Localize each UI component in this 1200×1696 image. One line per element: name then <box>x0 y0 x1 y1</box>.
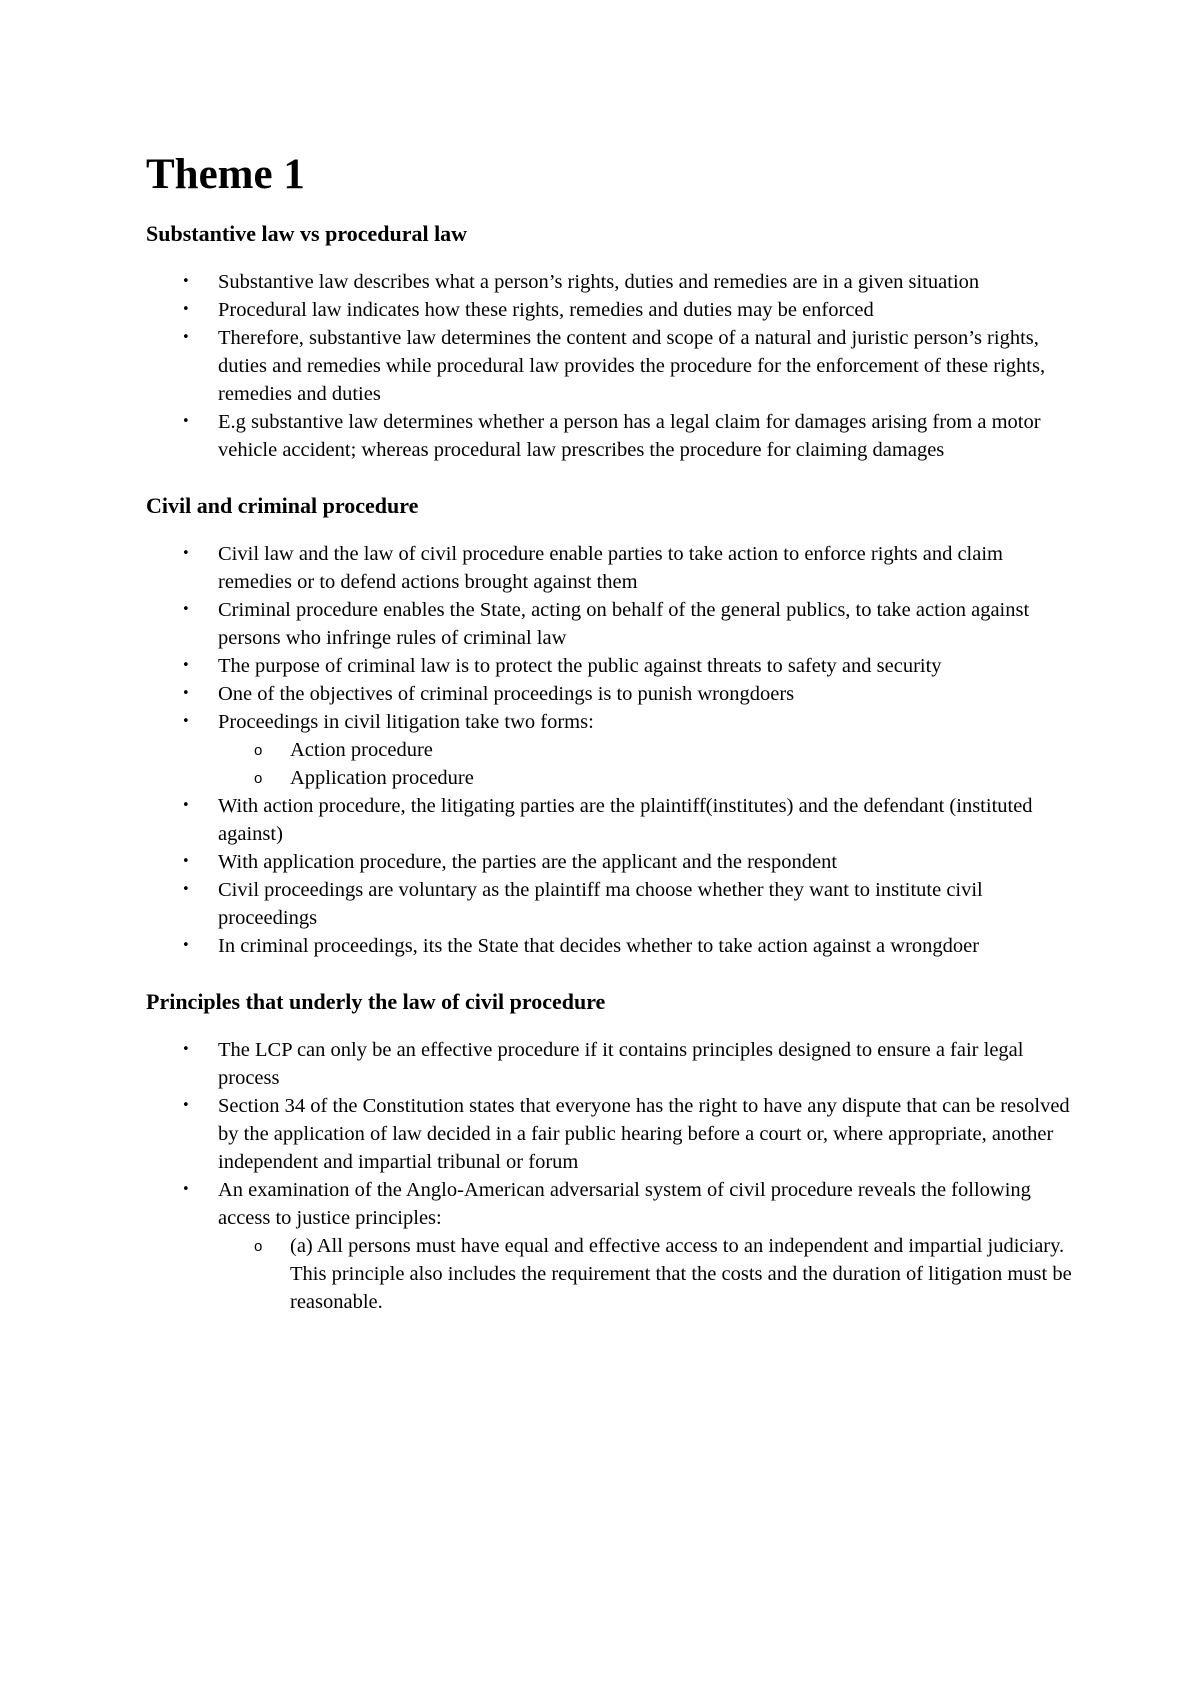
list-item <box>146 1176 1076 1232</box>
bullet-icon: • <box>182 414 190 429</box>
list-item-text: The LCP can only be an effective procedure if it contains principles designed to ensure a fair legal process <box>218 1039 1024 1089</box>
list-item-text: The purpose of criminal law is to protect the public against threats to safety and security <box>218 655 942 677</box>
list-item <box>146 596 1076 652</box>
bullet-icon: • <box>182 686 190 701</box>
list-item-text: Civil law and the law of civil procedure enable parties to take action to enforce rights and claim remedies or to defend actions brought against them <box>218 543 1003 593</box>
list-item <box>146 296 1076 324</box>
circle-bullet-icon: o <box>254 742 263 759</box>
list-item <box>146 708 1076 736</box>
sub-list-item <box>218 1232 1076 1316</box>
bullet-icon: • <box>182 882 190 897</box>
list-item <box>146 680 1076 708</box>
list-item-text: In criminal proceedings, its the State that decides whether to take action against a wrongdoer <box>218 935 980 957</box>
bullet-list-principles <box>146 1036 1076 1232</box>
bullet-icon: • <box>182 546 190 561</box>
list-item-text: Section 34 of the Constitution states that everyone has the right to have any dispute that can be resolved by the application of law decided in a fair public hearing before a court or, where appropriate, another independent and impartial tribunal or forum <box>218 1095 1070 1173</box>
sub-list-item <box>218 764 1076 792</box>
bullet-list-civil-and-criminal-continued <box>146 792 1076 960</box>
list-item <box>146 792 1076 848</box>
bullet-list-substantive-vs-procedural <box>146 268 1076 464</box>
bullet-icon: • <box>182 302 190 317</box>
list-item-text: With application procedure, the parties are the applicant and the respondent <box>218 851 838 873</box>
sub-list-item-text: (a) All persons must have equal and effective access to an independent and impartial judiciary. This principle also includes the requirement that the costs and the duration of litigation must be reasonable. <box>290 1235 1072 1313</box>
sub-list-item-text: Action procedure <box>290 739 433 761</box>
list-item-text: Therefore, substantive law determines the content and scope of a natural and juristic person’s rights, duties and remedies while procedural law provides the procedure for the enforcement of these rights, remedies and duties <box>218 327 1046 405</box>
bullet-icon: • <box>182 330 190 345</box>
sub-list-wrapper <box>218 736 1076 792</box>
list-item <box>146 268 1076 296</box>
list-item <box>146 652 1076 680</box>
list-item <box>146 932 1076 960</box>
list-item <box>146 1036 1076 1092</box>
list-item <box>146 408 1076 464</box>
list-item-text: One of the objectives of criminal proceedings is to punish wrongdoers <box>218 683 795 705</box>
section-heading-substantive-vs-procedural: Substantive law vs procedural law <box>146 221 468 246</box>
bullet-icon: • <box>182 658 190 673</box>
list-item-text: Proceedings in civil litigation take two forms: <box>218 711 594 733</box>
document-page <box>146 148 1076 1316</box>
sub-list-wrapper <box>218 1232 1076 1316</box>
bullet-icon: • <box>182 1042 190 1057</box>
list-item-text: With action procedure, the litigating parties are the plaintiff(institutes) and the defendant (instituted against) <box>218 795 1033 845</box>
page-title: Theme 1 <box>146 151 305 198</box>
list-item <box>146 876 1076 932</box>
bullet-icon: • <box>182 1098 190 1113</box>
list-item <box>146 324 1076 408</box>
bullet-icon: • <box>182 602 190 617</box>
list-item-text: Substantive law describes what a person’s rights, duties and remedies are in a given situation <box>218 271 980 293</box>
section-heading-principles-civil-procedure: Principles that underly the law of civil procedure <box>146 989 606 1014</box>
circle-bullet-icon: o <box>254 770 263 787</box>
bullet-icon: • <box>182 274 190 289</box>
bullet-icon: • <box>182 1182 190 1197</box>
bullet-icon: • <box>182 938 190 953</box>
circle-bullet-icon: o <box>254 1238 263 1255</box>
sub-list-civil-forms <box>218 736 1076 792</box>
bullet-icon: • <box>182 854 190 869</box>
sub-list-item <box>218 736 1076 764</box>
list-item-text: An examination of the Anglo-American adversarial system of civil procedure reveals the following access to justice principles: <box>218 1179 1031 1229</box>
list-item <box>146 848 1076 876</box>
list-item-text: Civil proceedings are voluntary as the plaintiff ma choose whether they want to institute civil proceedings <box>218 879 983 929</box>
section-heading-civil-and-criminal: Civil and criminal procedure <box>146 493 419 518</box>
bullet-list-civil-and-criminal <box>146 540 1076 736</box>
list-item-text: E.g substantive law determines whether a person has a legal claim for damages arising from a motor vehicle accident; whereas procedural law prescribes the procedure for claiming damages <box>218 411 1041 461</box>
sub-list-item-text: Application procedure <box>290 767 474 789</box>
bullet-icon: • <box>182 798 190 813</box>
list-item-text: Criminal procedure enables the State, acting on behalf of the general publics, to take action against persons who infringe rules of criminal law <box>218 599 1030 649</box>
list-item <box>146 1092 1076 1176</box>
list-item <box>146 540 1076 596</box>
list-item-text: Procedural law indicates how these rights, remedies and duties may be enforced <box>218 299 874 321</box>
sub-list-access-to-justice <box>218 1232 1076 1316</box>
bullet-icon: • <box>182 714 190 729</box>
